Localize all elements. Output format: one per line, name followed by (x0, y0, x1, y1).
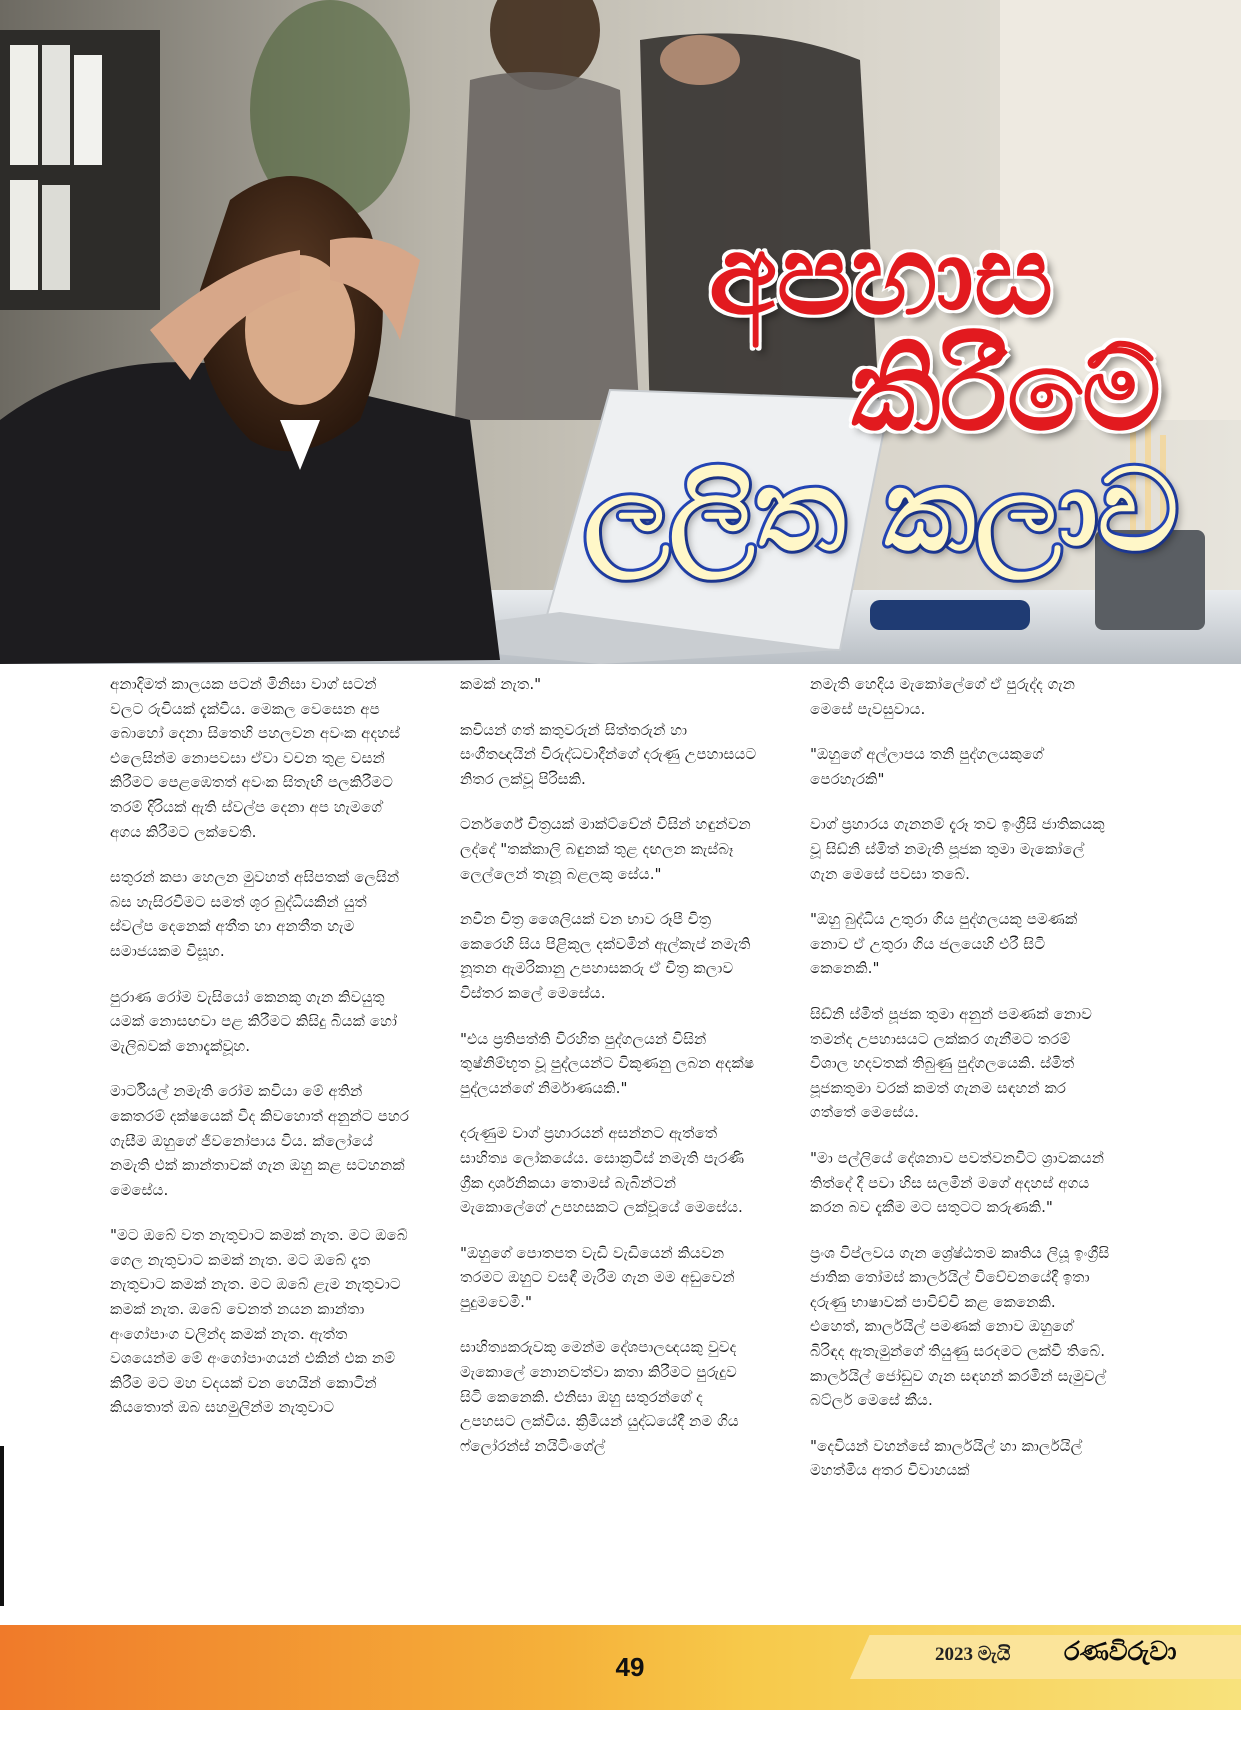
paragraph: දරුණුම වාග් ප්‍රහාරයන් අසන්නට ඇත්තේ සාහිත්‍ය ලෝකයේය. සොක්‍රටීස් නමැති පැරණි ග්‍රීක දාර්ශනිකයා තොමස් බැබින්ටන් මැකොලේගේ උපහසකට ලක්වූයේ මෙසේය. (460, 1124, 745, 1217)
paragraph: කවියන් ගත් කතුවරුන් සිත්තරුන් හා සංගීතඥයින් විරුද්ධවාදීන්ගේ දරුණු උපහාසයට නිතර ලක්වූ පිරිසකි. (460, 720, 757, 788)
article-title (561, 211, 1201, 576)
hero-photo (0, 0, 1241, 664)
paragraph: ටර්නර්ගේ චිත්‍රයක් මාක්ට්වේන් විසින් හඳුන්වන ලද්දේ "තක්කාලි බඳුනක් තුළ දඟලන කැස්බෑ ලෙල්ලෙන් තැනූ බළලකු සේය." (460, 815, 751, 883)
stapler (870, 600, 1030, 630)
column-1 (110, 672, 410, 1612)
quote-paragraph: "මා පල්ලියේ දේශනාව පවත්වනවිට ශ්‍රාවකයන් තිත්දේ දී පවා හිස සලමින් මගේ අදහස් අගය කරන බව දැකීම මට සතුටට කරුණකි." (810, 1148, 1105, 1217)
quote-paragraph: "ඔහු බුද්ධිය උතුරා ගිය පුද්ගලයකු පමණක් නොව ඒ උතුරා ගිය ජලයෙහි එරී සිටි කෙනෙකි." (810, 910, 1078, 978)
issue-tab (850, 1635, 1241, 1679)
paragraph: සාහිත්‍යකරුවකු මෙන්ම දේශපාලඥයකු වුවද මැකොලේ නොනවත්වා කතා කිරීමට පුරුදුව සිටි කෙනෙකි. එනිසා ඔහු සතුරන්ගේ ද උපහසට ලක්විය. ක්‍රිමියන් යුද්ධයේදී නම ගිය ෆ්ලෝරන්ස් නයිටිංගේල් (460, 1338, 739, 1455)
issue-date: 2023 මැයි (935, 1644, 1011, 1665)
paragraph: සතුරන් කපා හෙලන මුවහත් අසිපතක් ලෙසින් බස හැසිරවීමට සමත් ශූර බුද්ධියකින් යුත් ස්වල්ප දෙනෙක් අතීත හා අනතීත හැම සමාජයකම විසූහ. (110, 868, 400, 960)
page-footer (0, 1625, 1241, 1710)
paragraph: ප්‍රංශ විප්ලවය ගැන ශ්‍රේෂ්ඨතම කෘතිය ලියූ ඉංග්‍රීසි ජාතික තෝමස් කාර්ලයිල් විවේචනයේදී ඉතා දරුණු භාෂාවක් පාවිච්චි කළ කෙනෙකි. එහෙත්, කාර්ලයිල් පමණක් නොව ඔහුගේ බිරිඳද ඇතැමුන්ගේ තියුණු සරදමට ලක්වී තිබේ. කාර්ලයිල් ජෝඩුව ගැන සඳහන් කරමින් සැමුවල් බට්ලර් මෙසේ කීය. (810, 1243, 1110, 1410)
column-2 (460, 672, 760, 1612)
quote-paragraph: "එය ප්‍රතිපත්ති විරහිත පුද්ගලයන් විසින් තුෂ්නිම්භූත වූ පුද්ලයන්ට විකුණනු ලබන අදක්ෂ පුද්ලයන්ගේ නිර්මාණයකි." (460, 1029, 755, 1097)
quote-paragraph: "ඔහුගේ පොතපත වැඩි වැඩියෙන් කියවන තරමට ඔහුට වසඳී මැරීම ගැන මම අඩුවෙන් පුදුමවෙමි." (460, 1243, 735, 1311)
quote-paragraph: "ඔහුගේ අල්ලාපය තනි පුද්ගලයකුගේ පෙරහැරකි" (810, 745, 1044, 788)
paragraph: පුරාණ රෝම වැසියෝ කෙනකු ගැන කිවයුතු යමක් නොසඟවා පළ කිරීමට කිසිදු බියක් හෝ මැලිබවක් නොදැක්වූහ. (110, 987, 398, 1055)
paragraph: අනාදිමත් කාලයක පටන් මිනිසා වාග් සටන් වලට රුචියක් දැක්විය. මෙකල වෙසෙන අප බොහෝ දෙනා සිතෙහි පහලවන අවංක අදහස් එලෙසින්ම නොපවසා ඒවා වචන තුළ වසන් කිරීමට පෙළඹෙතත් අවංක සිතැඟි පලකිරීමට තරම් දිරියක් ඇති ස්වල්ප දෙනා අප හැමගේ අගය කිරීමට ලක්වෙති. (110, 675, 401, 841)
quote-paragraph: "දෙවියන් වහන්සේ කාර්ලයිල් හා කාර්ලයිල් මහත්මිය අතර විවාහයක් (810, 1436, 1083, 1480)
paragraph: මාර්ටියල් නමැති රෝම කවියා මේ අතින් කෙතරම් දක්ෂයෙක් වීද කිවහොත් අනුන්ට පහර ගැසීම ඔහුගේ ජීවනෝපාය විය. ක්ලෝයේ නමැති එක් කාන්තාවක් ගැන ඔහු කළ සටහනක් මෙසේය. (110, 1082, 410, 1199)
paragraph: කමක් නැත." (460, 675, 542, 693)
paragraph: සිඩ්නි ස්මිත් පූජක තුමා අනුන් පමණක් නොව තමන්ද උපහාසයට ලක්කර ගැනීමට තරම් විශාල හදවතක් තිබුණු පුද්ගලයෙකි. ස්මිත් පූජකතුමා වරක් කමත් ගැනම සඳහන් කර ගත්තේ මෙසේය. (810, 1004, 1092, 1122)
title-line-1: අපහාස (708, 211, 1054, 339)
article-body (110, 672, 1110, 1612)
margin-rule (0, 1446, 4, 1606)
paragraph: නමැති හෙදිය මැකෝලේගේ ඒ පුරුද්ද ගැන මෙසේ පැවසුවාය. (810, 675, 1076, 718)
page-number: 49 (615, 1652, 645, 1682)
title-line-2: කිරීමේ (851, 326, 1161, 455)
magazine-name: රණවිරුවා (1064, 1637, 1177, 1667)
quote-paragraph: "මට ඔබේ වත නැතුවාට කමක් නැත. මට ඔබේ ගෙල නැතුවාට කමක් නැත. මට ඔබේ දෑත නැතුවාට කමක් නැත. මට ඔබේ ළැම නැතුවාට කමක් නැත. ඔබේ වෙනත් නයන කාන්තා අංගෝපාංග වලින්ද කමක් නැත. ඇත්ත වශයෙන්ම මේ අංගෝපාංගයන් එකින් එක නම් කිරීම මට මහ වදයක් වන හෙයින් කොටින් කියතොත් ඔබ සහමුලින්ම නැතුවාට (110, 1226, 408, 1417)
title-line-3: ලලිත කලාව (583, 446, 1179, 576)
column-3 (810, 672, 1110, 1612)
paragraph: වාග් ප්‍රහාරය ගැනනම් දැරූ තව ඉංග්‍රීසි ජාතිකයකු වූ සිඩ්නි ස්මිත් නමැති පූජක තුමා මැකෝලේ ගැන මෙසේ පවසා තබේ. (810, 815, 1105, 883)
paragraph: නවීන චිත්‍ර ශෛලියක් වන භාව රූපී චිත්‍ර කෙරෙහි සිය පිළිකුල දක්වමින් ඇල්කැප් නමැති නූතන ඇමරිකානු උපහාසකරු ඒ චිත්‍ර කලාව විස්තර කලේ මෙසේය. (460, 910, 751, 1002)
